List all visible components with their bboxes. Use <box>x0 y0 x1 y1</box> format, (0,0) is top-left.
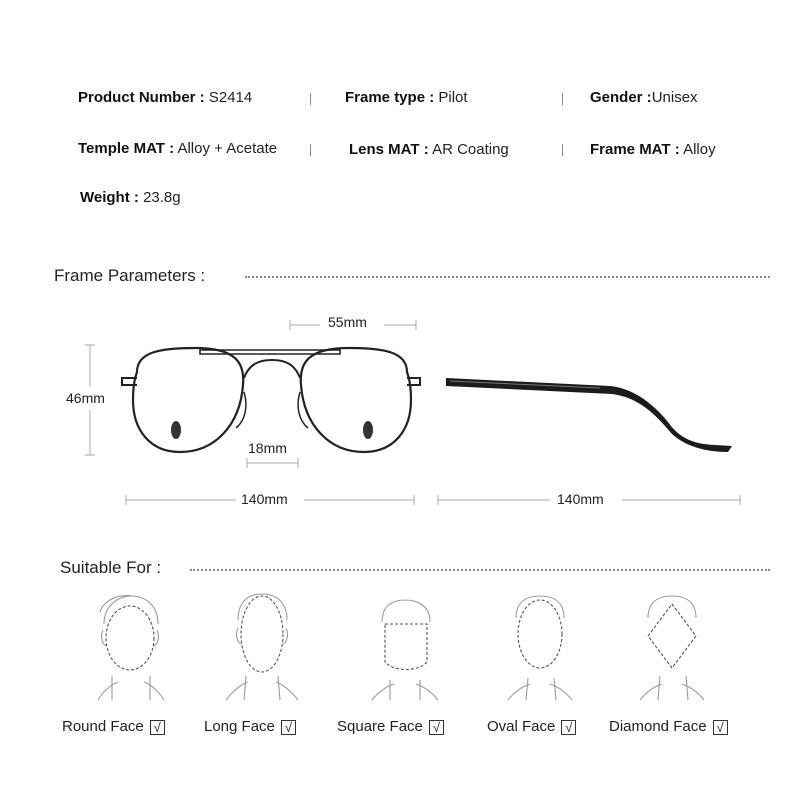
suitable-for-title: Suitable For : <box>60 558 162 577</box>
face-label-round <box>62 718 165 735</box>
face-label-oval <box>487 718 576 735</box>
face-label-text: Oval Face <box>487 718 556 735</box>
spec-key: Product Number : <box>78 89 205 106</box>
frame-parameters-title: Frame Parameters : <box>54 266 206 285</box>
bridge-label: 18mm <box>248 440 287 456</box>
spec-value: 23.8g <box>143 189 181 206</box>
spec-key: Temple MAT : <box>78 140 175 157</box>
face-label-text: Round Face <box>62 718 144 735</box>
spec-value: Alloy + Acetate <box>177 140 278 157</box>
checkmark-icon: √ <box>561 720 576 735</box>
spec-key: Lens MAT : <box>349 141 429 158</box>
glasses-front-view <box>122 348 420 452</box>
face-label-long <box>204 718 296 735</box>
face-label-text: Diamond Face <box>609 718 707 735</box>
glasses-side-view <box>446 378 732 452</box>
nose-pads-and-tips <box>171 421 373 439</box>
diamond-face-illustration <box>640 596 704 700</box>
face-label-square <box>337 718 444 735</box>
checkmark-icon: √ <box>150 720 165 735</box>
square-face-illustration <box>372 600 438 700</box>
face-label-text: Square Face <box>337 718 423 735</box>
oval-face-illustration <box>508 596 572 700</box>
spec-key: Frame type : <box>345 89 435 106</box>
spec-value: AR Coating <box>432 141 509 158</box>
temple-length-label: 140mm <box>557 491 604 507</box>
checkmark-icon: √ <box>429 720 444 735</box>
face-label-diamond <box>609 718 728 735</box>
spec-value: Alloy <box>683 141 716 158</box>
spec-value: Pilot <box>438 89 468 106</box>
spec-key: Gender : <box>590 89 652 106</box>
face-illustrations <box>98 594 704 700</box>
dotted-divider <box>190 569 770 571</box>
checkmark-icon: √ <box>713 720 728 735</box>
round-face-illustration <box>98 596 164 700</box>
spec-key: Frame MAT : <box>590 141 680 158</box>
face-label-text: Long Face <box>204 718 275 735</box>
lens-height-label: 46mm <box>66 390 105 406</box>
checkmark-icon: √ <box>281 720 296 735</box>
lens-width-label: 55mm <box>328 314 367 330</box>
spec-value: S2414 <box>208 89 253 106</box>
frame-width-label: 140mm <box>241 491 288 507</box>
long-face-illustration <box>226 594 298 700</box>
spec-key: Weight : <box>80 189 139 206</box>
spec-value: Unisex <box>651 89 698 106</box>
